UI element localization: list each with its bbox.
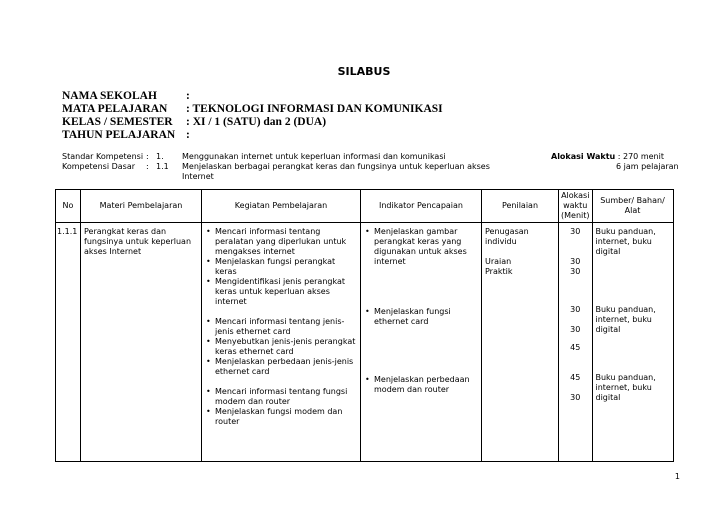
cell-alokasi xyxy=(559,223,593,462)
info-value: : xyxy=(186,129,190,141)
kd-text: Menjelaskan berbagai perangkat keras dan fungsinya untuk keperluan akses Internet xyxy=(182,162,490,181)
cell-no: 1.1.1 xyxy=(56,223,81,462)
time-value: 45 xyxy=(570,373,581,382)
assessment-item: Uraian xyxy=(485,257,512,266)
sk-label: Standar Kompetensi xyxy=(62,152,144,161)
cell-indikator xyxy=(361,223,482,462)
list-item: • Menjelaskan gambar perangkat keras yang digunakan untuk akses internet xyxy=(364,227,478,307)
table-row xyxy=(56,223,674,462)
page-number: 1 xyxy=(674,472,680,481)
time-allocation xyxy=(551,152,679,172)
info-value: : TEKNOLOGI INFORMASI DAN KOMUNIKASI xyxy=(186,103,443,115)
syllabus-table xyxy=(55,189,674,462)
header-indikator: Indikator Pencapaian xyxy=(361,190,482,223)
header-penilaian: Penilaian xyxy=(482,190,559,223)
list-item: • Menjelaskan fungsi ethernet card xyxy=(364,307,478,375)
time-value: 30 xyxy=(570,267,581,276)
info-value: : xyxy=(186,90,190,102)
table-header-row xyxy=(56,190,674,223)
assessment-item: Praktik xyxy=(485,267,513,276)
time-value: 30 xyxy=(570,257,581,266)
competency-block xyxy=(62,152,522,182)
sk-number: 1. xyxy=(156,152,164,161)
list-item: • Menjelaskan perbedaan jenis-jenis ethernet card xyxy=(205,357,357,377)
source-item: Buku panduan, internet, buku digital xyxy=(595,305,656,334)
list-item: • Mengidentifikasi jenis perangkat keras untuk keperluan akses internet xyxy=(205,277,357,307)
source-item: Buku panduan, internet, buku digital xyxy=(595,373,656,402)
time-value: 30 xyxy=(570,325,581,334)
kd-label: Kompetensi Dasar xyxy=(62,162,136,171)
sk-text: Menggunakan internet untuk keperluan informasi dan komunikasi xyxy=(182,152,446,161)
time-value: 30 xyxy=(570,227,581,236)
info-label: NAMA SEKOLAH xyxy=(62,90,157,102)
header-sumber: Sumber/ Bahan/ Alat xyxy=(592,190,673,223)
indicator-list xyxy=(364,227,478,395)
info-label: KELAS / SEMESTER xyxy=(62,116,173,128)
sk-colon: : xyxy=(146,152,149,161)
list-item: • Menyebutkan jenis-jenis perangkat keras ethernet card xyxy=(205,337,357,357)
list-item: • Mencari informasi tentang peralatan yang diperlukan untuk mengakses internet xyxy=(205,227,357,257)
list-item: • Menjelaskan fungsi perangkat keras xyxy=(205,257,357,277)
kd-colon: : xyxy=(146,162,149,171)
info-label: MATA PELAJARAN xyxy=(62,103,168,115)
activity-list xyxy=(205,317,357,377)
list-item: • Menjelaskan fungsi modem dan router xyxy=(205,407,357,427)
list-item: • Menjelaskan perbedaan modem dan router xyxy=(364,375,478,395)
assessment-item: Penugasan individu xyxy=(485,227,529,246)
kd-number: 1.1 xyxy=(156,162,169,171)
header-alokasi: Alokasi waktu (Menit) xyxy=(559,190,593,223)
info-value: : XI / 1 (SATU) dan 2 (DUA) xyxy=(186,116,327,128)
time-value: 45 xyxy=(570,343,581,352)
allocation-label: Alokasi Waktu xyxy=(551,152,616,161)
time-value: 30 xyxy=(570,393,581,402)
header-kegiatan: Kegiatan Pembelajaran xyxy=(202,190,361,223)
header-no: No xyxy=(56,190,81,223)
page-title: SILABUS xyxy=(337,65,391,78)
source-item: Buku panduan, internet, buku digital xyxy=(595,227,656,256)
cell-sumber xyxy=(592,223,673,462)
list-item: • Mencari informasi tentang jenis-jenis ethernet card xyxy=(205,317,357,337)
cell-penilaian xyxy=(482,223,559,462)
cell-materi: Perangkat keras dan fungsinya untuk keperluan akses Internet xyxy=(81,223,202,462)
info-label: TAHUN PELAJARAN xyxy=(62,129,176,141)
allocation-value: : 270 menit xyxy=(617,152,664,161)
activity-list xyxy=(205,387,357,427)
school-info xyxy=(62,90,443,142)
list-item: • Mencari informasi tentang fungsi modem dan router xyxy=(205,387,357,407)
header-materi: Materi Pembelajaran xyxy=(81,190,202,223)
activity-list xyxy=(205,227,357,307)
cell-kegiatan xyxy=(202,223,361,462)
time-value: 30 xyxy=(570,305,581,314)
allocation-sub: 6 jam pelajaran xyxy=(616,162,679,171)
